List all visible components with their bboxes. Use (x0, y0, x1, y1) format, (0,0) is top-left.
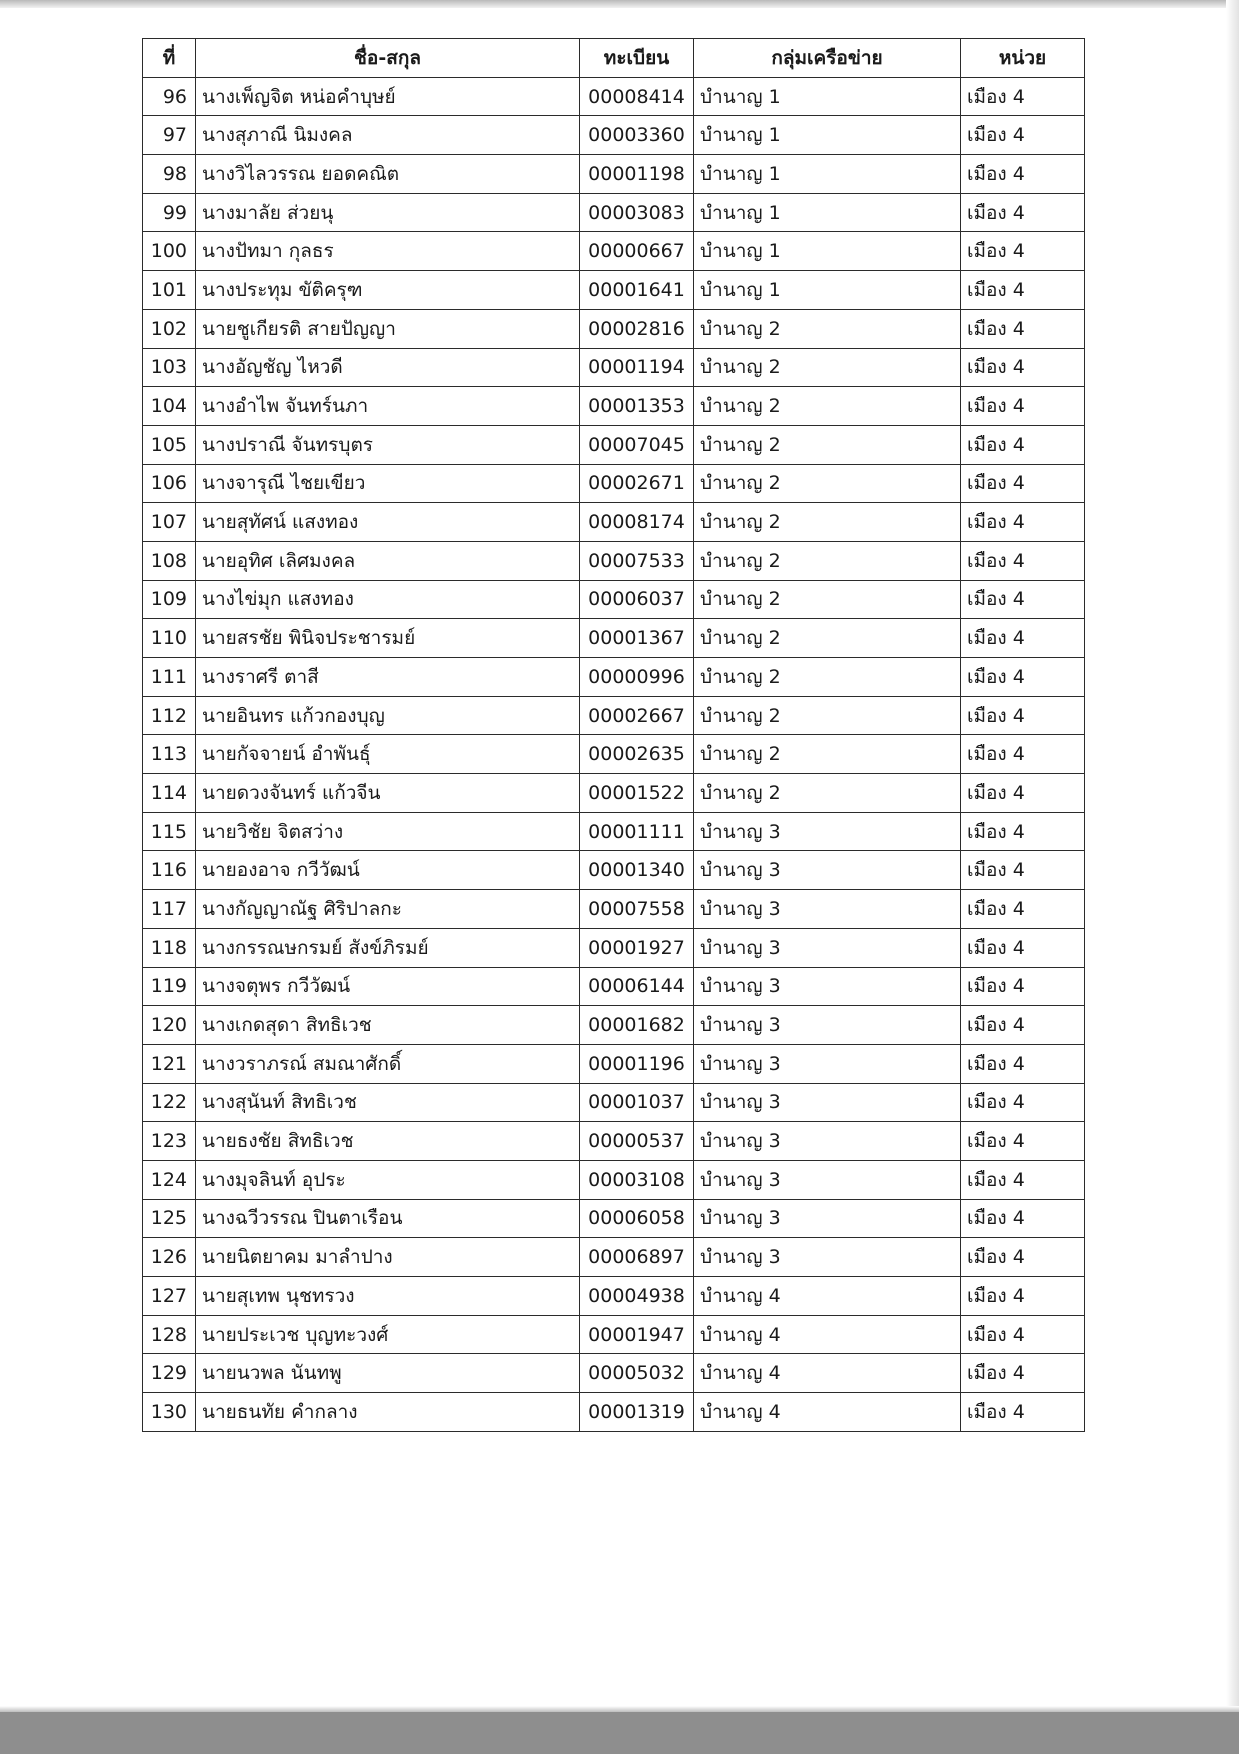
table-row (143, 928, 1085, 967)
cell-unit: เมือง 4 (961, 1122, 1085, 1161)
cell-registration: 00006144 (580, 967, 694, 1006)
cell-name: นางเกดสุดา สิทธิเวช (196, 1006, 580, 1045)
cell-no: 105 (143, 425, 196, 464)
cell-registration: 00007533 (580, 541, 694, 580)
cell-no: 125 (143, 1199, 196, 1238)
cell-no: 122 (143, 1083, 196, 1122)
table-row (143, 1006, 1085, 1045)
cell-network-group: บำนาญ 3 (694, 928, 961, 967)
cell-registration: 00002667 (580, 696, 694, 735)
cell-no: 107 (143, 503, 196, 542)
cell-no: 104 (143, 387, 196, 426)
cell-name: นางจตุพร กวีวัฒน์ (196, 967, 580, 1006)
cell-registration: 00000996 (580, 658, 694, 697)
cell-no: 127 (143, 1277, 196, 1316)
cell-network-group: บำนาญ 2 (694, 503, 961, 542)
cell-registration: 00001522 (580, 774, 694, 813)
cell-unit: เมือง 4 (961, 812, 1085, 851)
table-body (143, 77, 1085, 1431)
cell-registration: 00001037 (580, 1083, 694, 1122)
table-row (143, 77, 1085, 116)
cell-name: นายวิชัย จิตสว่าง (196, 812, 580, 851)
cell-name: นายชูเกียรติ สายปัญญา (196, 309, 580, 348)
cell-network-group: บำนาญ 3 (694, 1006, 961, 1045)
header-no: ที่ (143, 39, 196, 78)
table-row (143, 1354, 1085, 1393)
cell-unit: เมือง 4 (961, 658, 1085, 697)
cell-network-group: บำนาญ 2 (694, 735, 961, 774)
cell-registration: 00006037 (580, 580, 694, 619)
cell-registration: 00003083 (580, 193, 694, 232)
table-row (143, 658, 1085, 697)
cell-unit: เมือง 4 (961, 503, 1085, 542)
cell-name: นายองอาจ กวีวัฒน์ (196, 851, 580, 890)
cell-unit: เมือง 4 (961, 580, 1085, 619)
cell-no: 110 (143, 619, 196, 658)
cell-unit: เมือง 4 (961, 1238, 1085, 1277)
cell-no: 99 (143, 193, 196, 232)
cell-no: 128 (143, 1315, 196, 1354)
table-row (143, 1083, 1085, 1122)
cell-unit: เมือง 4 (961, 309, 1085, 348)
cell-network-group: บำนาญ 2 (694, 696, 961, 735)
table-row (143, 1238, 1085, 1277)
table-row (143, 387, 1085, 426)
cell-unit: เมือง 4 (961, 619, 1085, 658)
cell-no: 111 (143, 658, 196, 697)
cell-unit: เมือง 4 (961, 348, 1085, 387)
cell-network-group: บำนาญ 3 (694, 890, 961, 929)
table-row (143, 464, 1085, 503)
table-row (143, 193, 1085, 232)
cell-name: นายสรชัย พินิจประชารมย์ (196, 619, 580, 658)
table-row (143, 155, 1085, 194)
cell-unit: เมือง 4 (961, 387, 1085, 426)
cell-registration: 00001927 (580, 928, 694, 967)
table-row (143, 503, 1085, 542)
header-registration: ทะเบียน (580, 39, 694, 78)
cell-no: 106 (143, 464, 196, 503)
cell-name: นางกัญญาณัฐ ศิริปาลกะ (196, 890, 580, 929)
cell-no: 129 (143, 1354, 196, 1393)
cell-no: 97 (143, 116, 196, 155)
cell-no: 98 (143, 155, 196, 194)
cell-name: นางมาลัย ส่วยนุ (196, 193, 580, 232)
cell-unit: เมือง 4 (961, 1083, 1085, 1122)
cell-unit: เมือง 4 (961, 1044, 1085, 1083)
cell-no: 124 (143, 1160, 196, 1199)
cell-no: 114 (143, 774, 196, 813)
cell-unit: เมือง 4 (961, 77, 1085, 116)
cell-network-group: บำนาญ 2 (694, 658, 961, 697)
cell-network-group: บำนาญ 4 (694, 1393, 961, 1432)
cell-unit: เมือง 4 (961, 1315, 1085, 1354)
cell-no: 109 (143, 580, 196, 619)
table-row (143, 696, 1085, 735)
cell-network-group: บำนาญ 3 (694, 967, 961, 1006)
table-row (143, 580, 1085, 619)
cell-registration: 00002671 (580, 464, 694, 503)
cell-name: นายสุเทพ นุชทรวง (196, 1277, 580, 1316)
cell-registration: 00002635 (580, 735, 694, 774)
cell-network-group: บำนาญ 1 (694, 271, 961, 310)
cell-name: นางมุจลินท์ อุประ (196, 1160, 580, 1199)
cell-no: 117 (143, 890, 196, 929)
cell-network-group: บำนาญ 1 (694, 155, 961, 194)
header-network-group: กลุ่มเครือข่าย (694, 39, 961, 78)
cell-name: นางสุนันท์ สิทธิเวช (196, 1083, 580, 1122)
cell-unit: เมือง 4 (961, 1160, 1085, 1199)
cell-name: นายอุทิศ เลิศมงคล (196, 541, 580, 580)
cell-no: 100 (143, 232, 196, 271)
cell-unit: เมือง 4 (961, 696, 1085, 735)
cell-no: 119 (143, 967, 196, 1006)
cell-registration: 00001353 (580, 387, 694, 426)
cell-name: นายนิตยาคม มาลำปาง (196, 1238, 580, 1277)
cell-no: 112 (143, 696, 196, 735)
cell-no: 126 (143, 1238, 196, 1277)
cell-network-group: บำนาญ 3 (694, 1122, 961, 1161)
table-row (143, 309, 1085, 348)
cell-name: นายกัจจายน์ อำพันธุ์ (196, 735, 580, 774)
cell-no: 120 (143, 1006, 196, 1045)
table-row (143, 812, 1085, 851)
cell-network-group: บำนาญ 3 (694, 851, 961, 890)
cell-registration: 00001198 (580, 155, 694, 194)
cell-unit: เมือง 4 (961, 425, 1085, 464)
cell-no: 103 (143, 348, 196, 387)
cell-name: นายธนทัย คำกลาง (196, 1393, 580, 1432)
cell-no: 118 (143, 928, 196, 967)
cell-registration: 00001641 (580, 271, 694, 310)
cell-registration: 00007558 (580, 890, 694, 929)
cell-no: 116 (143, 851, 196, 890)
cell-unit: เมือง 4 (961, 735, 1085, 774)
cell-name: นางอำไพ จันทร์นภา (196, 387, 580, 426)
cell-network-group: บำนาญ 2 (694, 619, 961, 658)
cell-network-group: บำนาญ 4 (694, 1354, 961, 1393)
cell-unit: เมือง 4 (961, 1277, 1085, 1316)
table-row (143, 967, 1085, 1006)
table-row (143, 890, 1085, 929)
cell-name: นางปัทมา กุลธร (196, 232, 580, 271)
cell-network-group: บำนาญ 4 (694, 1277, 961, 1316)
cell-registration: 00004938 (580, 1277, 694, 1316)
cell-name: นายนวพล นันทพู (196, 1354, 580, 1393)
cell-registration: 00001947 (580, 1315, 694, 1354)
cell-name: นางวราภรณ์ สมณาศักดิ์ (196, 1044, 580, 1083)
cell-network-group: บำนาญ 2 (694, 541, 961, 580)
table-header-row (143, 39, 1085, 78)
table-row (143, 774, 1085, 813)
cell-name: นางสุภาณี นิมงคล (196, 116, 580, 155)
cell-network-group: บำนาญ 1 (694, 193, 961, 232)
cell-unit: เมือง 4 (961, 271, 1085, 310)
cell-registration: 00001340 (580, 851, 694, 890)
scan-top-edge (0, 0, 1239, 8)
cell-registration: 00007045 (580, 425, 694, 464)
cell-no: 101 (143, 271, 196, 310)
table-row (143, 232, 1085, 271)
member-table (142, 38, 1085, 1432)
table-row (143, 735, 1085, 774)
cell-network-group: บำนาญ 3 (694, 812, 961, 851)
cell-network-group: บำนาญ 1 (694, 77, 961, 116)
cell-registration: 00008174 (580, 503, 694, 542)
cell-name: นางวิไลวรรณ ยอดคณิต (196, 155, 580, 194)
cell-unit: เมือง 4 (961, 116, 1085, 155)
cell-no: 113 (143, 735, 196, 774)
cell-registration: 00000537 (580, 1122, 694, 1161)
cell-name: นางกรรณษกรมย์ สังข์ภิรมย์ (196, 928, 580, 967)
cell-name: นางประทุม ขัติครุฑ (196, 271, 580, 310)
cell-name: นายดวงจันทร์ แก้วจีน (196, 774, 580, 813)
table-row (143, 116, 1085, 155)
cell-name: นางปราณี จันทรบุตร (196, 425, 580, 464)
cell-unit: เมือง 4 (961, 193, 1085, 232)
cell-network-group: บำนาญ 1 (694, 232, 961, 271)
cell-registration: 00006897 (580, 1238, 694, 1277)
header-name: ชื่อ-สกุล (196, 39, 580, 78)
scan-right-edge (1226, 0, 1239, 1712)
table-row (143, 1044, 1085, 1083)
table-row (143, 1199, 1085, 1238)
table-row (143, 348, 1085, 387)
cell-registration: 00000667 (580, 232, 694, 271)
cell-unit: เมือง 4 (961, 232, 1085, 271)
cell-network-group: บำนาญ 2 (694, 774, 961, 813)
cell-registration: 00001682 (580, 1006, 694, 1045)
cell-network-group: บำนาญ 3 (694, 1083, 961, 1122)
cell-name: นางราศรี ตาสี (196, 658, 580, 697)
cell-unit: เมือง 4 (961, 928, 1085, 967)
cell-name: นายสุทัศน์ แสงทอง (196, 503, 580, 542)
cell-network-group: บำนาญ 2 (694, 309, 961, 348)
cell-name: นางไข่มุก แสงทอง (196, 580, 580, 619)
cell-no: 108 (143, 541, 196, 580)
cell-unit: เมือง 4 (961, 967, 1085, 1006)
cell-network-group: บำนาญ 4 (694, 1315, 961, 1354)
cell-unit: เมือง 4 (961, 890, 1085, 929)
cell-network-group: บำนาญ 1 (694, 116, 961, 155)
cell-network-group: บำนาญ 3 (694, 1199, 961, 1238)
cell-name: นางจารุณี ไชยเขียว (196, 464, 580, 503)
cell-name: นางอัญชัญ ไหวดี (196, 348, 580, 387)
cell-no: 121 (143, 1044, 196, 1083)
table-row (143, 1122, 1085, 1161)
cell-registration: 00001111 (580, 812, 694, 851)
cell-unit: เมือง 4 (961, 541, 1085, 580)
cell-registration: 00005032 (580, 1354, 694, 1393)
table-row (143, 619, 1085, 658)
header-unit: หน่วย (961, 39, 1085, 78)
cell-network-group: บำนาญ 2 (694, 464, 961, 503)
cell-registration: 00003360 (580, 116, 694, 155)
cell-registration: 00008414 (580, 77, 694, 116)
cell-name: นายอินทร แก้วกองบุญ (196, 696, 580, 735)
cell-registration: 00006058 (580, 1199, 694, 1238)
cell-no: 102 (143, 309, 196, 348)
cell-registration: 00001194 (580, 348, 694, 387)
table-row (143, 1277, 1085, 1316)
table-row (143, 541, 1085, 580)
cell-unit: เมือง 4 (961, 155, 1085, 194)
cell-name: นางเพ็ญจิต หน่อคำบุษย์ (196, 77, 580, 116)
cell-unit: เมือง 4 (961, 774, 1085, 813)
cell-name: นายประเวช บุญทะวงศ์ (196, 1315, 580, 1354)
cell-network-group: บำนาญ 2 (694, 348, 961, 387)
cell-no: 96 (143, 77, 196, 116)
cell-network-group: บำนาญ 2 (694, 425, 961, 464)
cell-unit: เมือง 4 (961, 1393, 1085, 1432)
table-row (143, 1315, 1085, 1354)
table-row (143, 1393, 1085, 1432)
table-row (143, 271, 1085, 310)
cell-unit: เมือง 4 (961, 1199, 1085, 1238)
cell-registration: 00001319 (580, 1393, 694, 1432)
cell-registration: 00002816 (580, 309, 694, 348)
cell-no: 115 (143, 812, 196, 851)
cell-network-group: บำนาญ 3 (694, 1044, 961, 1083)
cell-registration: 00001196 (580, 1044, 694, 1083)
cell-unit: เมือง 4 (961, 851, 1085, 890)
cell-network-group: บำนาญ 3 (694, 1238, 961, 1277)
cell-registration: 00001367 (580, 619, 694, 658)
table-row (143, 1160, 1085, 1199)
table-row (143, 851, 1085, 890)
scan-bottom-band (0, 1712, 1239, 1754)
cell-network-group: บำนาญ 2 (694, 580, 961, 619)
cell-name: นางฉวีวรรณ ปินตาเรือน (196, 1199, 580, 1238)
cell-unit: เมือง 4 (961, 1006, 1085, 1045)
table-row (143, 425, 1085, 464)
cell-network-group: บำนาญ 2 (694, 387, 961, 426)
cell-no: 123 (143, 1122, 196, 1161)
cell-unit: เมือง 4 (961, 464, 1085, 503)
cell-registration: 00003108 (580, 1160, 694, 1199)
cell-unit: เมือง 4 (961, 1354, 1085, 1393)
cell-no: 130 (143, 1393, 196, 1432)
cell-network-group: บำนาญ 3 (694, 1160, 961, 1199)
cell-name: นายธงชัย สิทธิเวช (196, 1122, 580, 1161)
